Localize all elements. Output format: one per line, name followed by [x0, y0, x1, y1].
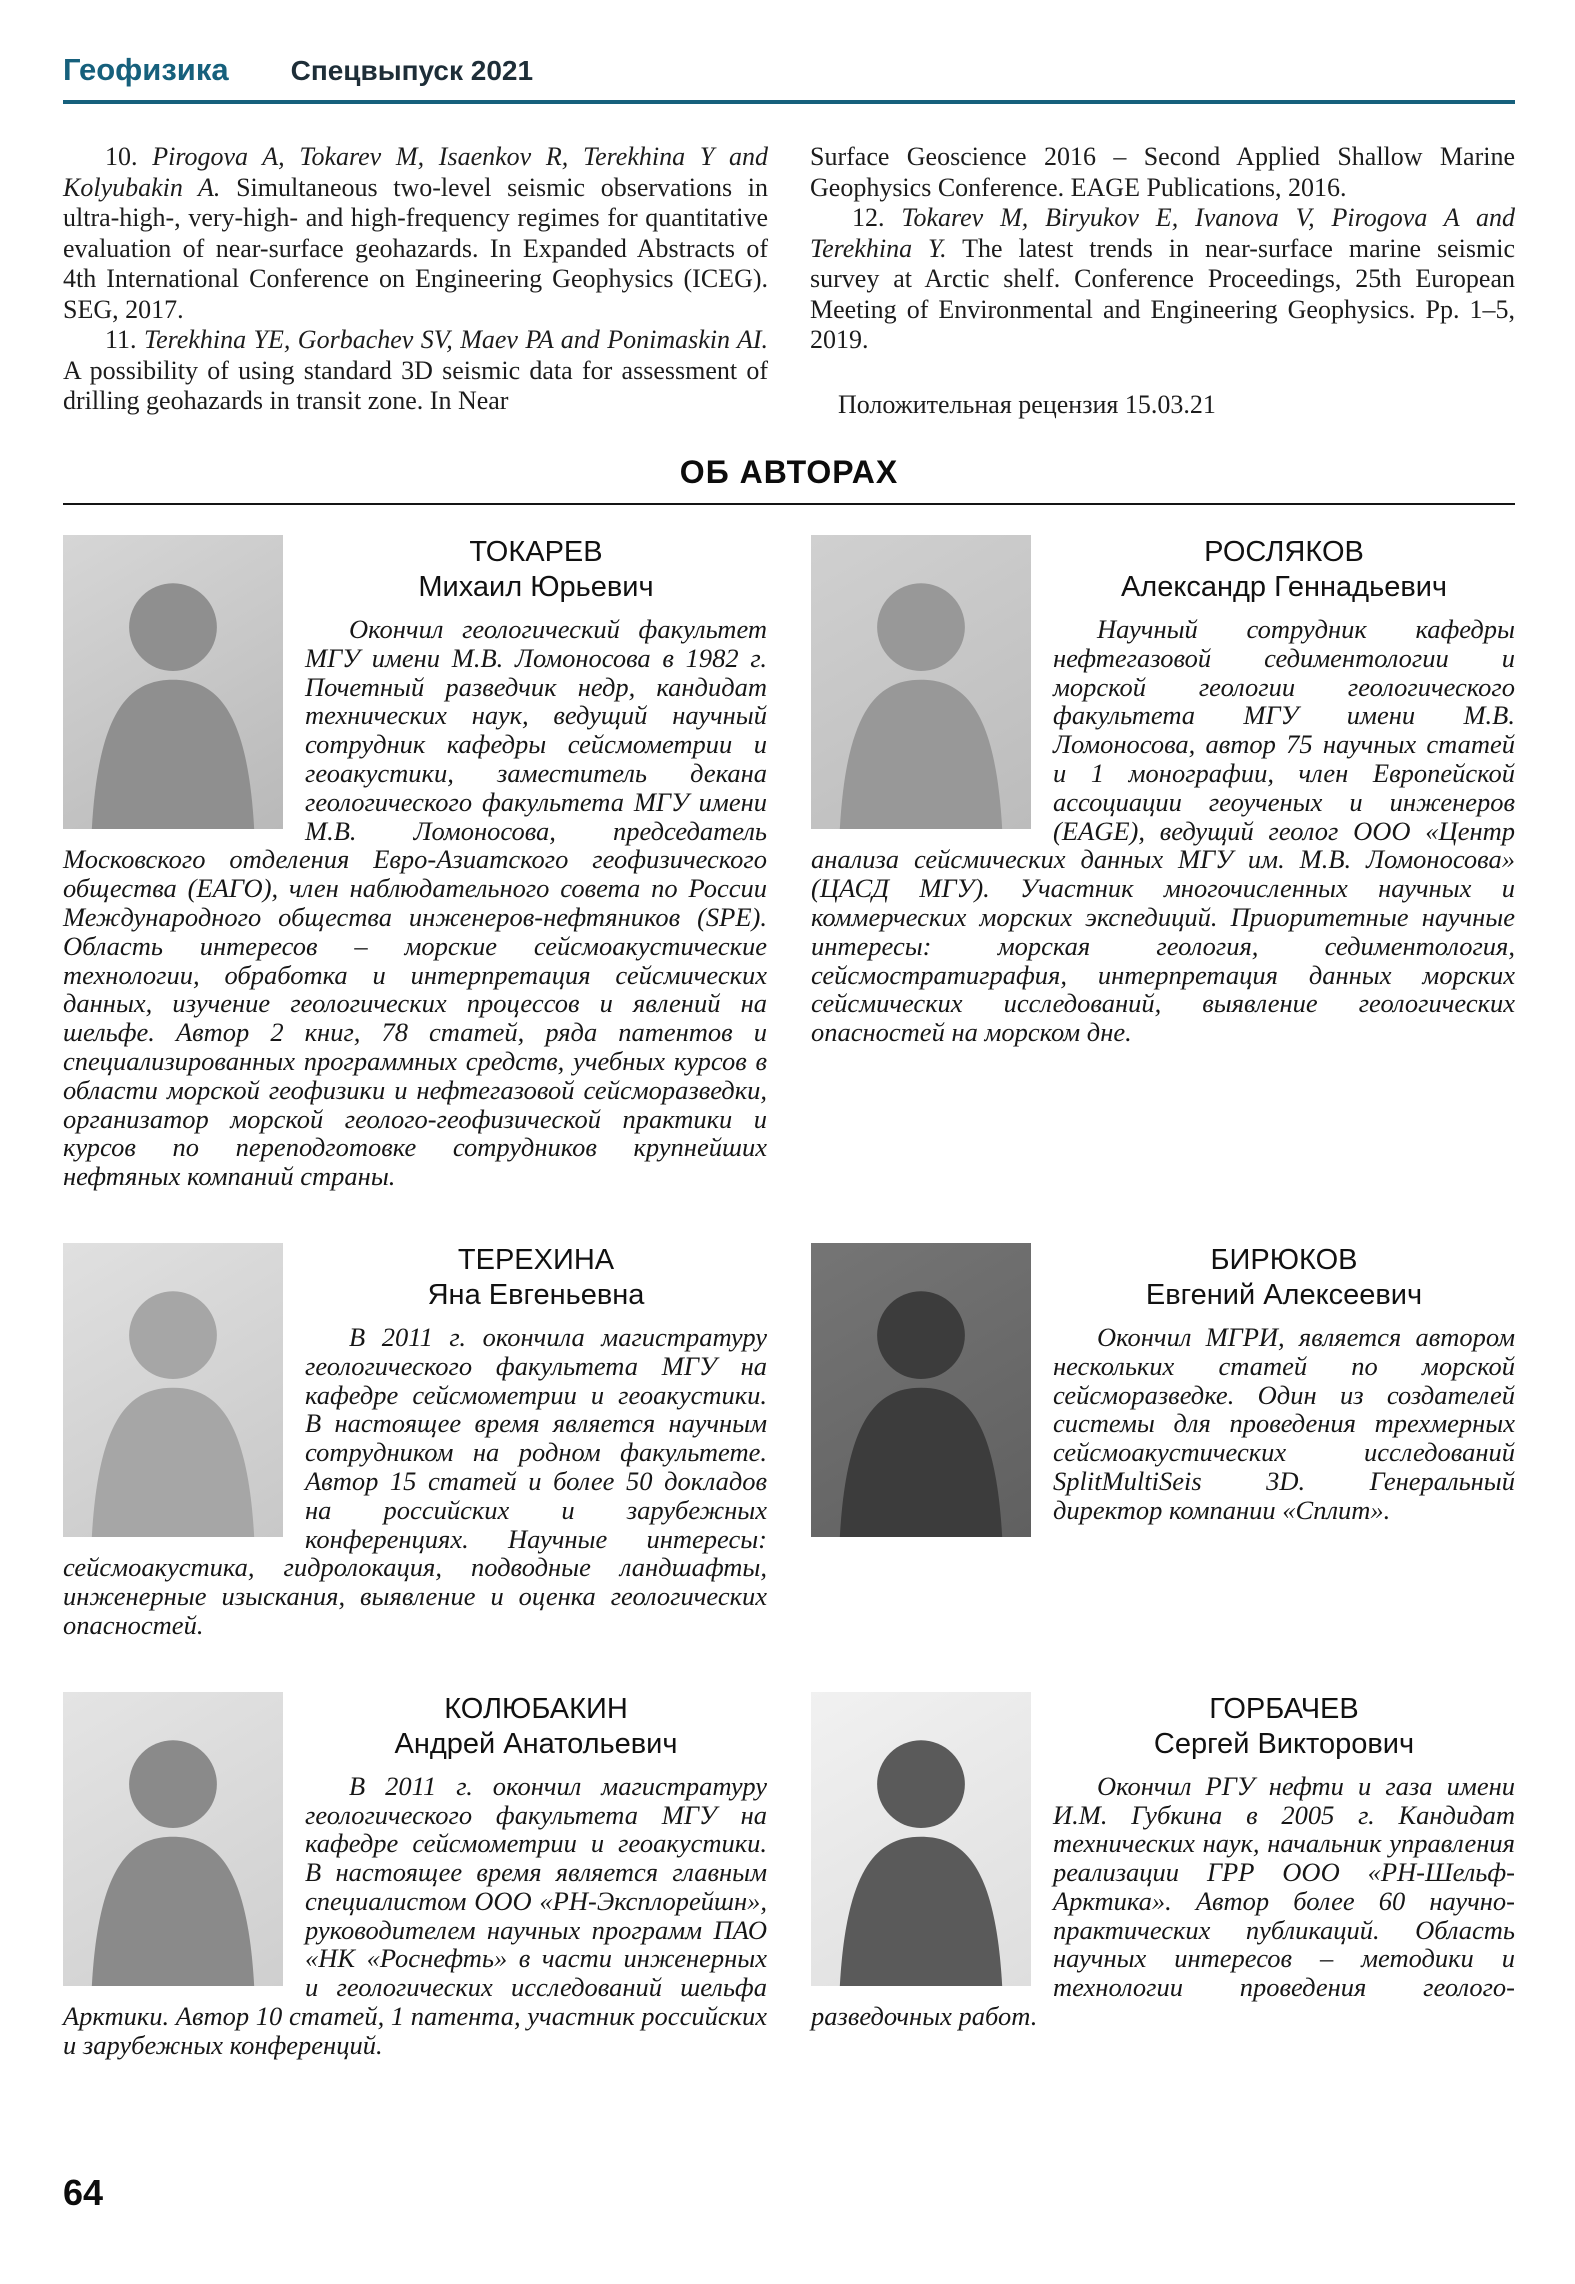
author-given-name: Александр Геннадьевич — [1120, 571, 1448, 603]
author-card-kolyubakin — [63, 1688, 767, 2060]
author-card-roslyakov — [811, 531, 1515, 1191]
ref-number: 11. — [105, 325, 137, 354]
ref-text: Surface Geoscience 2016 – Second Applied Shallow Marine Geophysics Conference. EAGE Publications, 2016. — [810, 142, 1515, 202]
ref-authors: Pirogova A, Tokarev M, Isaenkov R, Terekhina Y and Kolyubakin A. — [63, 142, 768, 202]
author-given-name: Сергей Викторович — [1153, 1727, 1415, 1760]
author-photo — [811, 1692, 1031, 1986]
portrait-silhouette-icon — [811, 1243, 1031, 1537]
header-rule — [63, 100, 1515, 104]
reference-item-11-continuation — [810, 142, 1515, 203]
author-bio: Окончил МГРИ, является автором нескольких статей по морской сейсморазведке. Один из создателей системы для проведения трехмерных сейсмоакустических исследований SplitMultiSeis 3D. Генеральный директор компании «Сплит». — [1053, 1321, 1515, 1525]
author-given-name: Андрей Анатольевич — [394, 1727, 678, 1760]
portrait-silhouette-icon — [63, 535, 283, 829]
author-photo — [811, 535, 1031, 829]
issue-label: Спецвыпуск 2021 — [290, 55, 534, 86]
portrait-silhouette-icon — [63, 1243, 283, 1537]
reference-item-10 — [63, 142, 768, 325]
section-rule — [63, 503, 1515, 505]
reference-item-12 — [810, 203, 1515, 356]
author-bio: Окончил РГУ нефти и газа имени И.М. Губкина в 2005 г. Кандидат технических наук, начальник управления реализации ГРР ООО «РН-Шельф-Арктика». Автор более 60 научно-практических публикаций. Область научных интересов – методики и технологии проведения геолого-разведочных работ. — [811, 1770, 1515, 2032]
references-left-column — [63, 142, 768, 420]
author-photo — [63, 1692, 283, 1986]
ref-authors: Terekhina YE, Gorbachev SV, Maev PA and Ponimaskin AI. — [144, 325, 768, 354]
author-card-terekhina — [63, 1239, 767, 1640]
author-surname: ГОРБАЧЕВ — [1209, 1692, 1359, 1725]
reference-item-11 — [63, 325, 768, 417]
author-photo — [811, 1243, 1031, 1537]
authors-grid — [63, 531, 1515, 2060]
review-note: Положительная рецензия 15.03.21 — [838, 389, 1216, 419]
ref-text: A possibility of using standard 3D seismic data for assessment of drilling geohazards in transit zone. In Near — [63, 355, 768, 415]
author-bio: Научный сотрудник кафедры нефтегазовой седиментологии и морской геологии геологического факультета МГУ имени М.В. Ломоносова, автор 75 научных статей и 1 монографии, член Европейской ассоциации геоученых и инженеров (EAGE), ведущий геолог ООО «Центр анализа сейсмических данных МГУ им. М.В. Ломоносова» (ЦАСД МГУ). Участник многочисленных научных и коммерческих морских экспедиций. Приоритетные научные интересы: морская геология, седиментология, сейсмостратиграфия, интерпретация данных морских сейсмических исследований, выявление геологических опасностей на морском дне. — [811, 614, 1515, 1048]
journal-page — [63, 52, 1516, 2213]
author-surname: РОСЛЯКОВ — [1204, 536, 1364, 568]
references-section — [63, 142, 1515, 420]
author-surname: КОЛЮБАКИН — [444, 1692, 628, 1725]
journal-title: Геофизика — [63, 52, 229, 87]
author-surname: ТОКАРЕВ — [469, 536, 603, 568]
author-bio: Окончил геологический факультет МГУ имени М.В. Ломоносова в 1982 г. Почетный разведчик недр, кандидат технических наук, ведущий научный сотрудник кафедры сейсмометрии и геоакустики, заместитель декана геологического факультета МГУ имени М.В. Ломоносова, председатель Московского отделения Евро-Азиатского геофизического общества (ЕАГО), член наблюдательного совета по России Международного общества инженеров-нефтяников (SPE). Область интересов – морские сейсмоакустические технологии, обработка и интерпретация сейсмических данных, изучение геологических процессов и явлений на шельфе. Автор 2 книг, 78 статей, ряда патентов и специализированных программных средств, учебных курсов в области морской геофизики и нефтегазовой сейсморазведки, организатор морской геолого-геофизической практики и курсов по переподготовке сотрудников крупнейших нефтяных компаний страны. — [63, 614, 767, 1192]
author-card-tokarev — [63, 531, 767, 1191]
page-header — [63, 52, 1515, 88]
ref-text: Simultaneous two-level seismic observations in ultra-high-, very-high- and high-frequency regimes for quantitative evaluation of near-surface geohazards. In Expanded Abstracts of 4th International Conference on Engineering Geophysics (ICEG). SEG, 2017. — [63, 172, 768, 324]
author-card-gorbachev — [811, 1688, 1515, 2060]
author-given-name: Михаил Юрьевич — [418, 571, 654, 603]
author-bio: В 2011 г. окончил магистратуру геологического факультета МГУ на кафедре сейсмометрии и геоакустики. В настоящее время является главным специалистом ООО «РН-Эксплорейшн», руководителем научных программ ПАО «НК «Роснефть» в части инженерных и геологических исследований шельфа Арктики. Автор 10 статей, 1 патента, участник российских и зарубежных конференций. — [63, 1770, 767, 2060]
author-surname: БИРЮКОВ — [1210, 1243, 1358, 1276]
author-given-name: Яна Евгеньевна — [427, 1278, 645, 1311]
author-given-name: Евгений Алексеевич — [1145, 1278, 1423, 1311]
author-bio: В 2011 г. окончила магистратуру геологического факультета МГУ на кафедре сейсмометрии и геоакустики. В настоящее время является научным сотрудником на родном факультете. Автор 15 статей и более 50 докладов на российских и зарубежных конференциях. Научные интересы: сейсмоакустика, гидролокация, подводные ландшафты, инженерные изыскания, выявление и оценка геологических опасностей. — [63, 1321, 767, 1640]
references-right-column — [810, 142, 1515, 420]
page-number: 64 — [63, 2172, 104, 2213]
about-authors-heading: ОБ АВТОРАХ — [679, 454, 899, 490]
ref-number: 12. — [852, 203, 885, 232]
author-photo — [63, 535, 283, 829]
author-surname: ТЕРЕХИНА — [457, 1243, 615, 1276]
portrait-silhouette-icon — [811, 1692, 1031, 1986]
ref-text: The latest trends in near-surface marine seismic survey at Arctic shelf. Conference Proceedings, 25th European Meeting of Environmental and Engineering Geophysics. Pp. 1–5, 2019. — [810, 233, 1515, 354]
author-photo — [63, 1243, 283, 1537]
author-card-biryukov — [811, 1239, 1515, 1640]
portrait-silhouette-icon — [811, 535, 1031, 829]
ref-number: 10. — [105, 142, 138, 171]
portrait-silhouette-icon — [63, 1692, 283, 1986]
ref-authors: Tokarev M, Biryukov E, Ivanova V, Pirogova A and Terekhina Y. — [810, 203, 1516, 263]
